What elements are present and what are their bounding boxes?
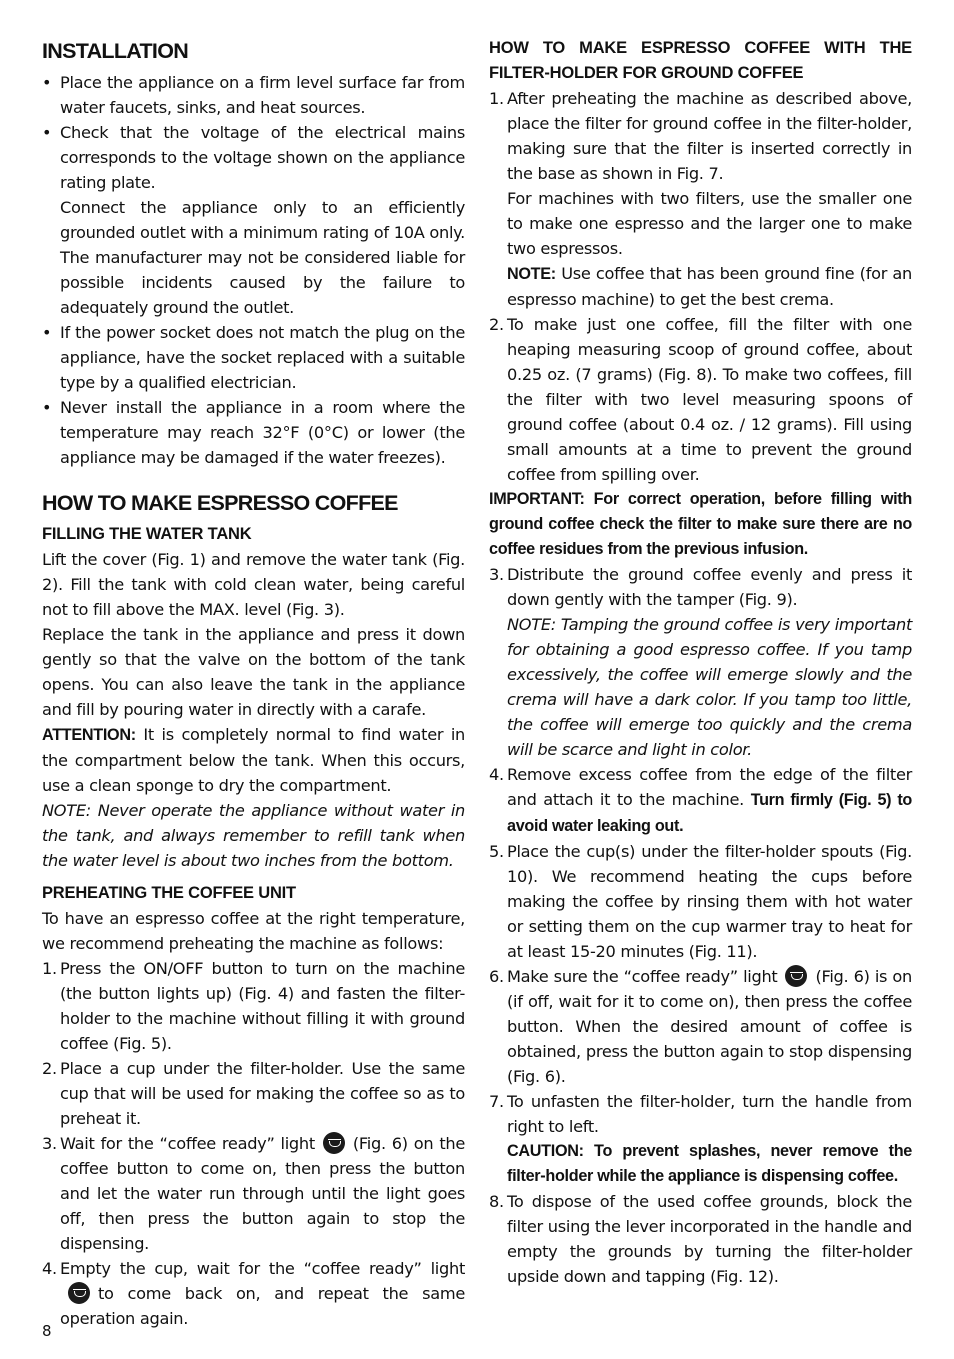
paragraph: To have an espresso coffee at the right temperature, we recommend preheating the machine as follows: [42, 909, 465, 953]
step-text: Press the ON/OFF button to turn on the machine (the button lights up) (Fig. 4) and fasten the filter-holder to the machine without filling it with ground coffee (Fig. 5). [60, 959, 465, 1053]
step-number: 3. [42, 1134, 57, 1153]
step-text: Place a cup under the filter-holder. Use the same cup that will be used for making the coffee so as to preheat it. [60, 1059, 465, 1128]
list-item [489, 762, 912, 839]
step-number: 2. [42, 1059, 57, 1078]
coffee-ready-icon [323, 1132, 345, 1154]
step-number: 4. [489, 765, 504, 784]
installation-heading: INSTALLATION [42, 39, 189, 63]
step-text: To make just one coffee, fill the filter with one heaping measuring scoop of ground coffee, about 0.25 oz. (7 grams) (Fig. 8). To make two coffees, fill the filter with two level measuring spoons of ground coffee (about 0.4 oz. / 12 grams). Fill using small amounts at a time to prevent the ground coffee from spilling over. [507, 315, 912, 484]
paragraph: Lift the cover (Fig. 1) and remove the water tank (Fig. 2). Fill the tank with cold clean water, being careful not to fill above the MAX. level (Fig. 3). [42, 550, 465, 619]
step-text: Distribute the ground coffee evenly and press it down gently with the tamper (Fig. 9). [507, 565, 912, 609]
step-note: NOTE: Tamping the ground coffee is very important for obtaining a good espresso coffee. If you tamp excessively, the coffee will emerge slowly and the crema will have a dark color. If you tamp too little, the coffee will emerge too quickly and the crema will be scarce and light in color. [507, 615, 912, 759]
note-paragraph: NOTE: Never operate the appliance without water in the tank, and always remember to refill tank when the water level is about two inches from the bottom. [42, 801, 465, 870]
list-item: • Never install the appliance in a room where the temperature may reach 32°F (0°C) or lower (the appliance may be damaged if the water freezes). [42, 395, 465, 470]
step-number: 5. [489, 842, 504, 861]
list-item [489, 839, 912, 964]
step-text: to come back on, and repeat the same operation again. [60, 1284, 465, 1328]
step-text: To dispose of the used coffee grounds, block the filter using the lever incorporated in the handle and empty the grounds by turning the filter-holder upside down and tapping (Fig. 12). [507, 1192, 912, 1286]
step-text: Place the cup(s) under the filter-holder spouts (Fig. 10). We recommend heating the cups before making the coffee by rinsing them with hot water or setting them on the cup warmer tray to heat for at least 15-20 minutes (Fig. 11). [507, 842, 912, 961]
note-text: Use coffee that has been ground fine (for an espresso machine) to get the best crema. [507, 264, 912, 309]
preheat-steps [42, 956, 465, 1331]
step-text: For machines with two filters, use the smaller one to make one espresso and the larger one to make two espressos. [507, 189, 912, 258]
coffee-ready-icon [785, 965, 807, 987]
installation-list [42, 70, 465, 470]
filter-steps [489, 86, 912, 487]
list-item [489, 964, 912, 1089]
step-number: 1. [489, 89, 504, 108]
list-item [489, 1189, 912, 1289]
list-item-text: Connect the appliance only to an efficiently grounded outlet with a minimum rating of 10A only. The manufacturer may not be considered liable for possible incidents caused by the failure to adequately ground the outlet. [60, 198, 465, 317]
filling-heading: FILLING THE WATER TANK [42, 525, 252, 543]
list-item: • If the power socket does not match the plug on the appliance, have the socket replaced with a suitable type by a qualified electrician. [42, 320, 465, 395]
list-item [42, 1256, 465, 1331]
attention-text: It is completely normal to find water in the compartment below the tank. When this occurs, use a clean sponge to dry the compartment. [42, 725, 465, 795]
right-column [489, 36, 912, 1289]
filter-holder-heading: HOW TO MAKE ESPRESSO COFFEE WITH THE FILTER-HOLDER FOR GROUND COFFEE [489, 39, 912, 82]
step-text: Wait for the “coffee ready” light [60, 1134, 315, 1153]
important-paragraph: IMPORTANT: For correct operation, before filling with ground coffee check the filter to make sure there are no coffee residues from the previous infusion. [489, 490, 912, 558]
list-item [42, 120, 465, 320]
caution-text: CAUTION: To prevent splashes, never remove the filter-holder while the appliance is dispensing coffee. [507, 1142, 912, 1185]
list-item: • Place the appliance on a firm level surface far from water faucets, sinks, and heat sources. [42, 70, 465, 120]
step-text: Empty the cup, wait for the “coffee ready” light [60, 1259, 465, 1278]
list-item-text: • Check that the voltage of the electrical mains corresponds to the voltage shown on the appliance rating plate. [60, 123, 465, 192]
coffee-ready-icon [68, 1282, 90, 1304]
attention-paragraph [42, 722, 465, 798]
preheat-heading: PREHEATING THE COFFEE UNIT [42, 884, 296, 902]
step-bold-text: Turn firmly (Fig. 5) to avoid water leaking out. [507, 791, 913, 835]
list-item [489, 562, 912, 762]
step-text: Make sure the “coffee ready” light [507, 967, 778, 986]
step-text: After preheating the machine as described above, place the filter for ground coffee in the filter-holder, making sure that the filter is inserted correctly in the base as shown in Fig. 7. [507, 89, 912, 183]
list-item [489, 1089, 912, 1189]
list-item [489, 312, 912, 487]
step-text: Remove excess coffee from the edge of the filter and attach it to the machine. [507, 765, 912, 809]
step-number: 2. [489, 315, 504, 334]
step-number: 3. [489, 565, 504, 584]
step-text: To unfasten the filter-holder, turn the handle from right to left. [507, 1092, 912, 1136]
step-number: 1. [42, 959, 57, 978]
note-label: NOTE: [507, 265, 556, 283]
list-item [42, 1056, 465, 1131]
list-item [42, 1131, 465, 1256]
step-number: 4. [42, 1259, 57, 1278]
filter-steps-continued [489, 562, 912, 1289]
espresso-heading: HOW TO MAKE ESPRESSO COFFEE [42, 491, 398, 515]
step-text: (Fig. 6) is on (if off, wait for it to come on), then press the coffee button. When the desired amount of coffee is obtained, press the button again to stop dispensing (Fig. 6). [507, 967, 912, 1086]
list-item [42, 956, 465, 1056]
left-column [42, 36, 465, 1331]
step-number: 8. [489, 1192, 504, 1211]
step-text: (Fig. 6) on the coffee button to come on, then press the button and let the water run through until the light goes off, then press the button again to stop the dispensing. [60, 1134, 466, 1253]
step-number: 6. [489, 967, 504, 986]
page-number: 8 [42, 1322, 52, 1340]
list-item [489, 86, 912, 312]
paragraph: Replace the tank in the appliance and press it down gently so that the valve on the bottom of the tank opens. You can also leave the tank in the appliance and fill by pouring water in directly with a carafe. [42, 625, 465, 719]
attention-label: ATTENTION: [42, 726, 136, 744]
step-note [507, 261, 912, 312]
step-number: 7. [489, 1092, 504, 1111]
